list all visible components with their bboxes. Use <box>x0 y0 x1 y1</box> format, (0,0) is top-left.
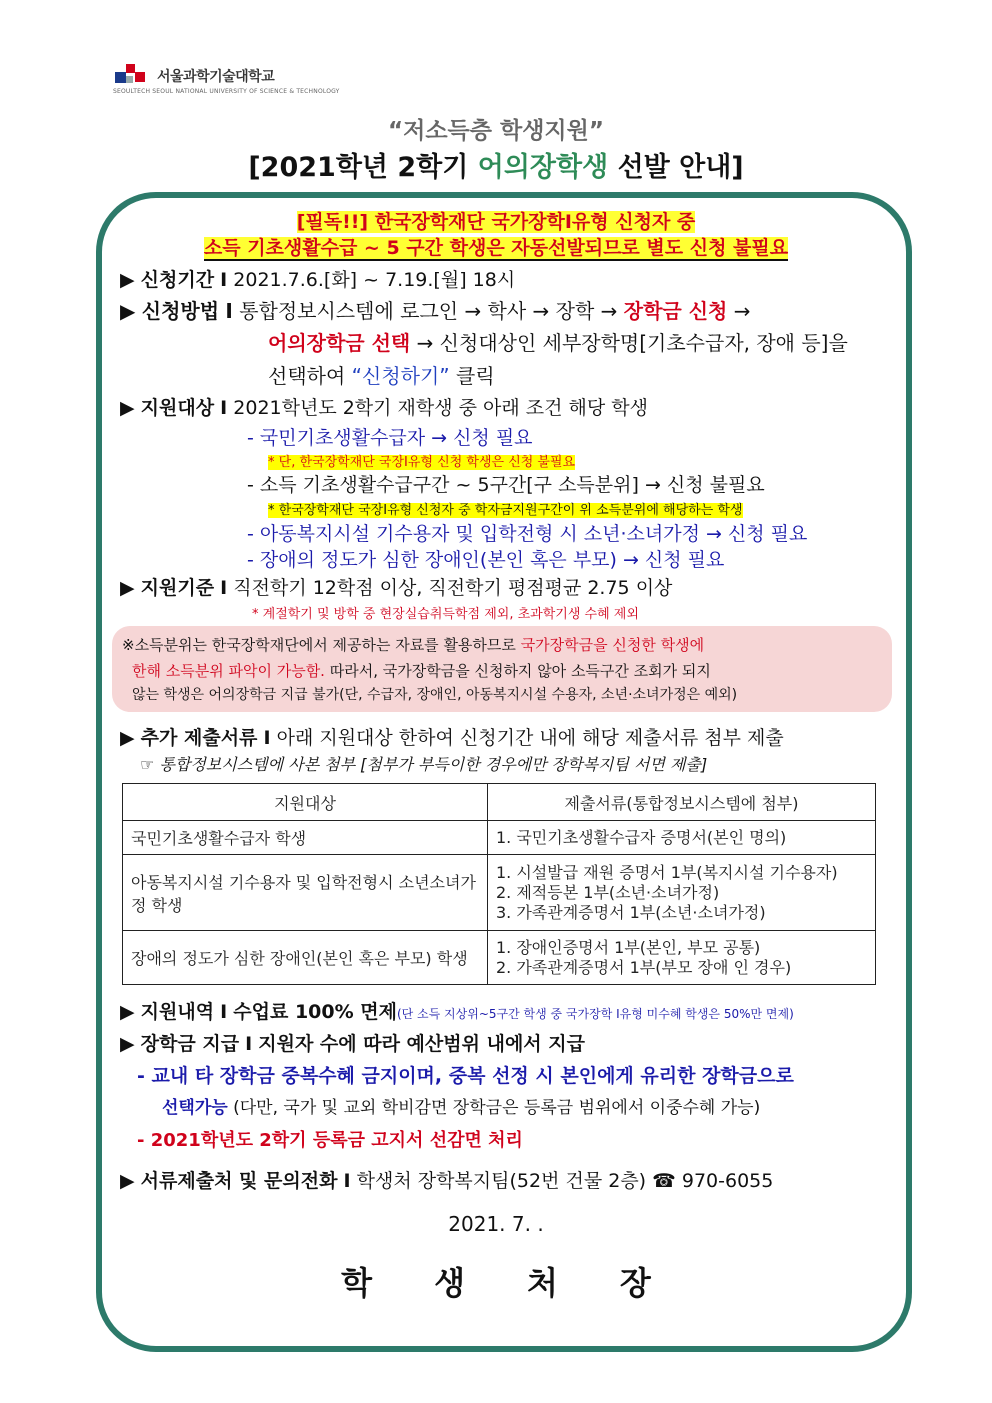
university-logo <box>113 62 373 98</box>
scholarship-payment: ▶ 장학금 지급 I 지원자 수에 따라 예산범위 내에서 지급 <box>120 1033 585 1055</box>
table-cell: 1. 장애인증명서 1부(본인, 부모 공통) 2. 가족관계증명서 1부(부모 장애 인 경우) <box>488 931 876 985</box>
target-item-3: - 아동복지시설 기수용자 및 입학전형 시 소년·소녀가정 → 신청 필요 <box>247 523 808 545</box>
document-subtitle: “저소득층 학생지원” <box>388 118 604 144</box>
bullet-icon: ▶ <box>120 1001 135 1023</box>
income-notice-line-1: ※소득분위는 한국장학재단에서 제공하는 자료를 활용하므로 국가장학금을 신청한 학생에 <box>122 636 705 654</box>
logo-subtitle: SEOULTECH SEOUL NATIONAL UNIVERSITY OF SCIENCE & TECHNOLOGY <box>113 88 340 95</box>
payment-item-1: - 교내 타 장학금 중복수혜 금지이며, 중복 선정 시 본인에게 유리한 장학금으로 <box>137 1065 794 1087</box>
application-period: ▶ 신청기간 I 2021.7.6.[화] ~ 7.19.[월] 18시 <box>120 269 516 291</box>
target-note-1: * 단, 한국장학재단 국장Ⅰ유형 신청 학생은 신청 불필요 <box>268 455 576 470</box>
criteria-note: * 계절학기 및 방학 중 현장실습취득학점 제외, 초과학기생 수혜 제외 <box>252 607 639 622</box>
support-target: ▶ 지원대상 I 2021학년도 2학기 재학생 중 아래 조건 해당 학생 <box>120 397 649 419</box>
extra-documents: ▶ 추가 제출서류 I 아래 지원대상 한하여 신청기간 내에 해당 제출서류 첨부 제출 <box>120 727 784 749</box>
table-cell: 아동복지시설 기수용자 및 입학전형시 소년소녀가정 학생 <box>123 855 488 931</box>
table-cell: 1. 시설발급 재원 증명서 1부(복지시설 기수용자) 2. 제적등본 1부(소년·소녀가정) 3. 가족관계증명서 1부(소년·소녀가정) <box>488 855 876 931</box>
extra-documents-note: ☞ 통합정보시스템에 사본 첨부 [첨부가 부득이한 경우에만 장학복지팀 서면 제출] <box>140 755 708 774</box>
document-title: [2021학년 2학기 어의장학생 선발 안내] <box>248 152 744 183</box>
table-header: 제출서류(통합정보시스템에 첨부) <box>488 784 876 821</box>
table-cell: 1. 국민기초생활수급자 증명서(본인 명의) <box>488 821 876 855</box>
table-header-row <box>123 784 876 821</box>
income-notice-line-3: 않는 학생은 어의장학금 지급 불가(단, 수급자, 장애인, 아동복지시설 수용자, 소년·소녀가정은 예외) <box>132 687 738 703</box>
phone-number: 970-6055 <box>681 1170 774 1192</box>
bullet-icon: ▶ <box>120 577 135 599</box>
notice-line-1: [필독!!] 한국장학재단 국가장학Ⅰ유형 신청자 중 <box>296 211 696 233</box>
target-item-4: - 장애의 정도가 심한 장애인(본인 혹은 부모) → 신청 필요 <box>247 549 725 571</box>
documents-table <box>122 783 876 985</box>
table-cell: 국민기초생활수급자 학생 <box>123 821 488 855</box>
income-notice-box <box>112 626 892 712</box>
payment-item-2: - 2021학년도 2학기 등록금 고지서 선감면 처리 <box>137 1130 523 1151</box>
bullet-icon: ▶ <box>120 299 136 323</box>
target-item-1: - 국민기초생활수급자 → 신청 필요 <box>247 427 533 449</box>
table-cell: 장애의 정도가 심한 장애인(본인 혹은 부모) 학생 <box>123 931 488 985</box>
logo-mark-icon <box>113 62 153 90</box>
document-date: 2021. 7. . <box>448 1212 544 1236</box>
support-details: ▶ 지원내역 I 수업료 100% 면제(단 소득 지상위~5구간 학생 중 국가장학 Ⅰ유형 미수혜 학생은 50%만 면제) <box>120 1001 794 1023</box>
table-row <box>123 855 876 931</box>
payment-item-1b: 선택가능 (다만, 국가 및 교외 학비감면 장학금은 등록금 범위에서 이중수혜 가능) <box>162 1098 761 1118</box>
bullet-icon: ▶ <box>120 397 135 419</box>
bullet-icon: ▶ <box>120 269 135 291</box>
logo-name: 서울과학기술대학교 <box>157 69 275 85</box>
table-row <box>123 931 876 985</box>
table-header: 지원대상 <box>123 784 488 821</box>
application-method-line-3: 선택하여 “신청하기” 클릭 <box>268 364 495 388</box>
signature: 학생처장 <box>341 1264 713 1302</box>
target-item-2: - 소득 기초생활수급구간 ~ 5구간[구 소득분위] → 신청 불필요 <box>247 474 765 496</box>
support-criteria: ▶ 지원기준 I 직전학기 12학점 이상, 직전학기 평점평균 2.75 이상 <box>120 577 673 599</box>
application-method: ▶ 신청방법 I 통합정보시스템에 로그인 → 학사 → 장학 → 장학금 신청 → <box>120 299 751 323</box>
contact-info: ▶ 서류제출처 및 문의전화 I 학생처 장학복지팀(52번 건물 2층) ☎ 970-6055 <box>120 1170 774 1192</box>
bullet-icon: ▶ <box>120 727 135 749</box>
income-notice-line-2: 한해 소득분위 파악이 가능함. 따라서, 국가장학금을 신청하지 않아 소득구간 조회가 되지 <box>132 662 711 680</box>
phone-icon: ☎ <box>652 1170 676 1192</box>
bullet-icon: ▶ <box>120 1033 135 1055</box>
bullet-icon: ▶ <box>120 1170 135 1192</box>
title-highlight: 어의장학생 <box>477 152 609 183</box>
notice-line-2: 소득 기초생활수급 ~ 5 구간 학생은 자동선발되므로 별도 신청 불필요 <box>203 237 789 259</box>
table-row <box>123 821 876 855</box>
target-note-2: * 한국장학재단 국장Ⅰ유형 신청자 중 학자금지원구간이 위 소득분위에 해당하는 학생 <box>268 503 743 518</box>
application-method-line-2: 어의장학금 선택 → 신청대상인 세부장학명[기초수급자, 장애 등]을 <box>268 331 848 355</box>
